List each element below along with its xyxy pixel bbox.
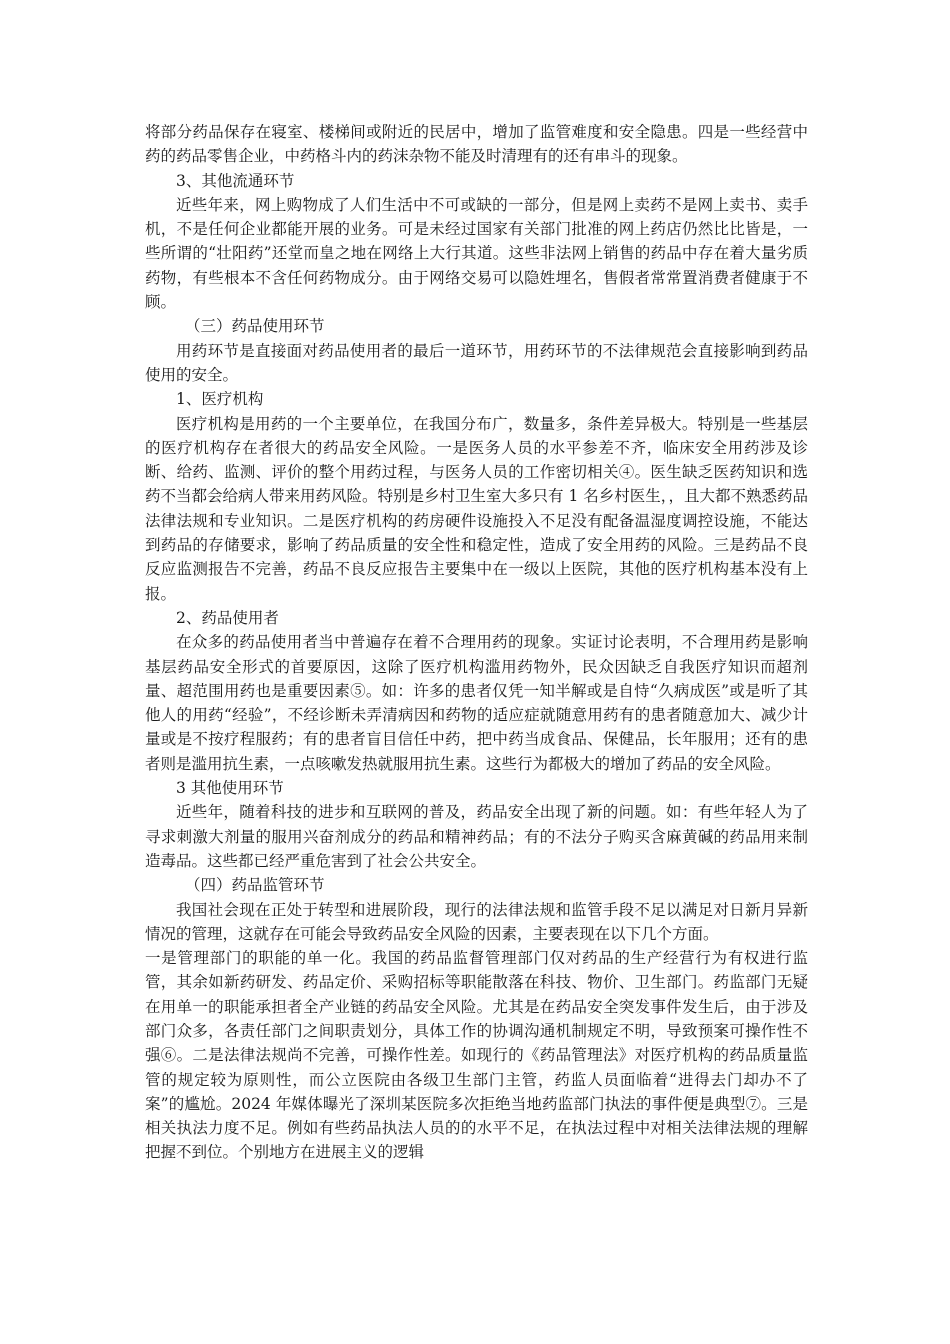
- body-paragraph: 近些年来，网上购物成了人们生活中不可或缺的一部分，但是网上卖药不是网上卖书、卖手机，不是任何企业都能开展的业务。可是未经过国家有关部门批准的网上药店仍然比比皆是，一些所谓的“壮阳药”还堂而皇之地在网络上大行其道。这些非法网上销售的药品中存在着大量劣质药物，有些根本不含任何药物成分。由于网络交易可以隐姓埋名，售假者常常置消费者健康于不顾。: [145, 195, 808, 312]
- body-paragraph: 在众多的药品使用者当中普遍存在着不合理用药的现象。实证讨论表明，不合理用药是影响基层药品安全形式的首要原因，这除了医疗机构滥用药物外，民众因缺乏自我医疗知识而超剂量、超范围用药也是重要因素⑤。如：许多的患者仅凭一知半解或是自恃“久病成医”或是听了其他人的用药“经验”，不经诊断未弄清病因和药物的适应症就随意用药有的患者随意加大、减少计量或是不按疗程服药；有的患者盲目信任中药，把中药当成食品、保健品，长年服用；还有的患者则是滥用抗生素，一点咳嗽发热就服用抗生素。这些行为都极大的增加了药品的安全风险。: [145, 633, 808, 773]
- section-heading: 1、医疗机构: [176, 390, 264, 409]
- body-paragraph: 我国社会现在正处于转型和进展阶段，现行的法律法规和监管手段不足以满足对日新月异新情况的管理，这就存在可能会导致药品安全风险的因素，主要表现在以下几个方面。: [145, 900, 808, 943]
- section-heading: 3、其他流通环节: [176, 171, 295, 190]
- section-heading: （三）药品使用环节: [185, 317, 325, 336]
- body-paragraph: 用药环节是直接面对药品使用者的最后一道环节，用药环节的不法律规范会直接影响到药品使用的安全。: [145, 341, 808, 384]
- body-paragraph: 近些年，随着科技的进步和互联网的普及，药品安全出现了新的问题。如：有些年轻人为了寻求刺激大剂量的服用兴奋剂成分的药品和精神药品；有的不法分子购买含麻黄碱的药品用来制造毒品。这些都已经严重危害到了社会公共安全。: [145, 803, 808, 870]
- section-heading: （四）药品监管环节: [185, 876, 325, 895]
- document-page: [145, 120, 808, 1165]
- section-heading: 3 其他使用环节: [176, 779, 284, 798]
- body-paragraph-continued: 一是管理部门的职能的单一化。我国的药品监督管理部门仅对药品的生产经营行为有权进行监管，其余如新药研发、药品定价、采购招标等职能散落在科技、物价、卫生部门。药监部门无疑在用单一的职能承担者全产业链的药品安全风险。尤其是在药品安全突发事件发生后，由于涉及部门众多，各责任部门之间职责划分，具体工作的协调沟通机制规定不明，导致预案可操作性不强⑥。二是法律法规尚不完善，可操作性差。如现行的《药品管理法》对医疗机构的药品质量监管的规定较为原则性，而公立医院由各级卫生部门主管，药监人员面临着“进得去门却办不了案”的尴尬。2024 年媒体曝光了深圳某医院多次拒绝当地药监部门执法的事件便是典型⑦。三是相关执法力度不足。例如有些药品执法人员的的水平不足，在执法过程中对相关法律法规的理解把握不到位。个别地方在进展主义的逻辑: [145, 949, 808, 1162]
- section-heading: 2、药品使用者: [176, 608, 279, 627]
- body-paragraph: 医疗机构是用药的一个主要单位，在我国分布广，数量多，条件差异极大。特别是一些基层的医疗机构存在者很大的药品安全风险。一是医务人员的水平参差不齐，临床安全用药涉及诊断、给药、监测、评价的整个用药过程，与医务人员的工作密切相关④。医生缺乏医药知识和选药不当都会给病人带来用药风险。特别是乡村卫生室大多只有 1 名乡村医生，，且大都不熟悉药品法律法规和专业知识。二是医疗机构的药房硬件设施投入不足没有配备温湿度调控设施，不能达到药品的存储要求，影响了药品质量的安全性和稳定性，造成了安全用药的风险。三是药品不良反应监测报告不完善，药品不良反应报告主要集中在一级以上医院，其他的医疗机构基本没有上报。: [145, 414, 808, 603]
- body-paragraph-continued: 将部分药品保存在寝室、楼梯间或附近的民居中，增加了监管难度和安全隐患。四是一些经营中药的药品零售企业，中药格斗内的药沫杂物不能及时清理有的还有串斗的现象。: [145, 123, 808, 166]
